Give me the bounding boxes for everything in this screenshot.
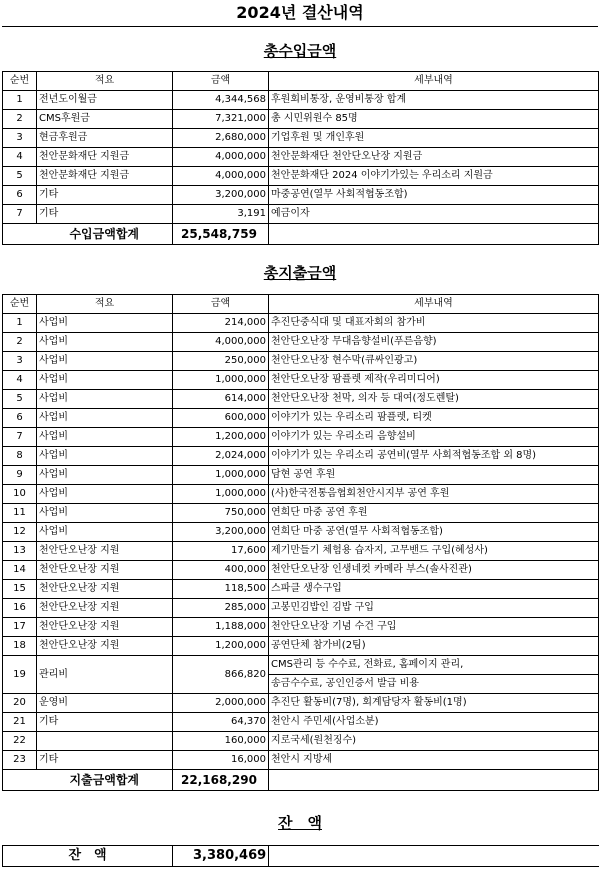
expense-row [3, 523, 599, 542]
income-row [3, 148, 599, 167]
col-header-amount: 금액 [173, 72, 269, 91]
row-item: 천안문화재단 지원금 [37, 167, 173, 186]
row-detail: 천안문화재단 2024 이야기가있는 우리소리 지원금 [269, 167, 599, 186]
row-amount: 7,321,000 [173, 110, 269, 129]
row-no: 20 [3, 694, 37, 713]
title-rule [2, 26, 598, 27]
col-header-detail: 세부내역 [269, 295, 599, 314]
expense-total-empty [269, 770, 599, 791]
row-item: 천안문화재단 지원금 [37, 148, 173, 167]
row-detail: 후원회비통장, 운영비통장 합계 [269, 91, 599, 110]
row-amount: 400,000 [173, 561, 269, 580]
row-detail: 스파클 생수구입 [269, 580, 599, 599]
col-header-item: 적요 [37, 295, 173, 314]
row-detail: CMS관리 등 수수료, 전화료, 홈페이지 관리, [269, 656, 599, 675]
row-amount: 64,370 [173, 713, 269, 732]
row-no: 5 [3, 167, 37, 186]
row-amount: 4,000,000 [173, 167, 269, 186]
row-detail-line2: 송금수수료, 공인인증서 발급 비용 [269, 675, 599, 694]
income-row [3, 110, 599, 129]
row-amount: 866,820 [173, 656, 269, 694]
row-item: 사업비 [37, 390, 173, 409]
col-header-amount: 금액 [173, 295, 269, 314]
expense-row [3, 504, 599, 523]
expense-row [3, 599, 599, 618]
row-no: 19 [3, 656, 37, 694]
row-detail: 천안단오난장 인생네컷 카메라 부스(솔사진관) [269, 561, 599, 580]
row-detail: 고봉민김밥인 김밥 구입 [269, 599, 599, 618]
balance-empty [269, 846, 599, 867]
row-amount: 3,191 [173, 205, 269, 224]
row-item: 사업비 [37, 314, 173, 333]
expense-row [3, 542, 599, 561]
row-amount: 160,000 [173, 732, 269, 751]
row-no: 2 [3, 333, 37, 352]
expense-row [3, 751, 599, 770]
row-detail: 천안단오난장 천막, 의자 등 대여(정도렌탈) [269, 390, 599, 409]
income-row [3, 186, 599, 205]
col-header-no: 순번 [3, 72, 37, 91]
row-no: 10 [3, 485, 37, 504]
row-detail: 천안단오난장 무대음향설비(푸른음향) [269, 333, 599, 352]
row-no: 4 [3, 148, 37, 167]
expense-row [3, 390, 599, 409]
expense-table [2, 294, 599, 791]
row-item: 사업비 [37, 409, 173, 428]
row-amount: 1,000,000 [173, 485, 269, 504]
row-item: 천안단오난장 지원 [37, 561, 173, 580]
row-item: 천안단오난장 지원 [37, 637, 173, 656]
balance-value: 3,380,469 [173, 846, 269, 867]
row-no: 12 [3, 523, 37, 542]
row-no: 8 [3, 447, 37, 466]
row-detail: 천안단오난장 팜플렛 제작(우리미디어) [269, 371, 599, 390]
expense-row [3, 428, 599, 447]
expense-row [3, 694, 599, 713]
row-no: 7 [3, 205, 37, 224]
row-no: 4 [3, 371, 37, 390]
row-item: 사업비 [37, 447, 173, 466]
row-detail: 천안단오난장 기념 수건 구입 [269, 618, 599, 637]
balance-label: 잔 액 [3, 846, 173, 867]
row-item: 현금후원금 [37, 129, 173, 148]
row-item: 사업비 [37, 333, 173, 352]
expense-row [3, 618, 599, 637]
row-item: 사업비 [37, 352, 173, 371]
row-amount: 600,000 [173, 409, 269, 428]
row-detail: 제기만들기 체험용 습자지, 고무밴드 구입(혜성사) [269, 542, 599, 561]
row-item: 사업비 [37, 466, 173, 485]
income-header-row [3, 72, 599, 91]
row-no: 6 [3, 186, 37, 205]
row-amount: 1,188,000 [173, 618, 269, 637]
row-no: 5 [3, 390, 37, 409]
row-item: CMS후원금 [37, 110, 173, 129]
row-no: 1 [3, 91, 37, 110]
income-total-blank [3, 224, 37, 245]
expense-row [3, 371, 599, 390]
row-no: 14 [3, 561, 37, 580]
row-item: 기타 [37, 713, 173, 732]
row-amount: 2,000,000 [173, 694, 269, 713]
row-no: 2 [3, 110, 37, 129]
row-item: 사업비 [37, 485, 173, 504]
row-item: 운영비 [37, 694, 173, 713]
row-no: 15 [3, 580, 37, 599]
expense-row [3, 732, 599, 751]
expense-row [3, 637, 599, 656]
row-amount: 214,000 [173, 314, 269, 333]
balance-section-title: 잔 액 [278, 814, 322, 832]
row-amount: 3,200,000 [173, 186, 269, 205]
row-amount: 2,680,000 [173, 129, 269, 148]
row-detail: 연희단 마중 공연 후원 [269, 504, 599, 523]
expense-header-row [3, 295, 599, 314]
income-row [3, 129, 599, 148]
row-detail: 총 시민위원수 85명 [269, 110, 599, 129]
row-amount: 2,024,000 [173, 447, 269, 466]
row-amount: 1,000,000 [173, 371, 269, 390]
row-detail: 천안단오난장 현수막(큐싸인광고) [269, 352, 599, 371]
income-total-row [3, 224, 599, 245]
row-detail: 지로국세(원천징수) [269, 732, 599, 751]
row-detail: 공연단체 참가비(2팀) [269, 637, 599, 656]
expense-row [3, 580, 599, 599]
expense-row [3, 466, 599, 485]
row-detail: (사)한국전통음협회천안시지부 공연 후원 [269, 485, 599, 504]
row-amount: 1,000,000 [173, 466, 269, 485]
expense-row [3, 713, 599, 732]
row-amount: 17,600 [173, 542, 269, 561]
row-item: 기타 [37, 751, 173, 770]
expense-row [3, 656, 599, 675]
row-amount: 4,344,568 [173, 91, 269, 110]
row-item: 천안단오난장 지원 [37, 599, 173, 618]
row-no: 22 [3, 732, 37, 751]
income-total-value: 25,548,759 [173, 224, 269, 245]
income-row [3, 91, 599, 110]
row-detail: 이야기가 있는 우리소리 팜플렛, 티켓 [269, 409, 599, 428]
row-detail: 천안시 지방세 [269, 751, 599, 770]
row-amount: 16,000 [173, 751, 269, 770]
row-amount: 614,000 [173, 390, 269, 409]
row-detail: 추진단중식대 및 대표자회의 참가비 [269, 314, 599, 333]
income-row [3, 167, 599, 186]
income-total-label: 수입금액합계 [37, 224, 173, 245]
row-no: 3 [3, 352, 37, 371]
balance-row [3, 846, 599, 867]
expense-total-label: 지출금액합계 [37, 770, 173, 791]
row-item: 기타 [37, 205, 173, 224]
row-amount: 750,000 [173, 504, 269, 523]
row-item [37, 732, 173, 751]
row-detail: 천안문화재단 천안단오난장 지원금 [269, 148, 599, 167]
row-no: 7 [3, 428, 37, 447]
row-amount: 118,500 [173, 580, 269, 599]
row-no: 1 [3, 314, 37, 333]
expense-row [3, 409, 599, 428]
expense-row [3, 485, 599, 504]
row-item: 사업비 [37, 371, 173, 390]
row-item: 사업비 [37, 523, 173, 542]
row-item: 기타 [37, 186, 173, 205]
row-no: 21 [3, 713, 37, 732]
income-total-empty [269, 224, 599, 245]
row-no: 6 [3, 409, 37, 428]
row-item: 전년도이월금 [37, 91, 173, 110]
row-amount: 285,000 [173, 599, 269, 618]
row-detail: 기업후원 및 개인후원 [269, 129, 599, 148]
row-item: 천안단오난장 지원 [37, 618, 173, 637]
row-amount: 1,200,000 [173, 428, 269, 447]
expense-row [3, 314, 599, 333]
row-no: 11 [3, 504, 37, 523]
balance-table [2, 845, 599, 867]
row-item: 사업비 [37, 504, 173, 523]
expense-section-title: 총지출금액 [263, 264, 337, 282]
row-amount: 3,200,000 [173, 523, 269, 542]
row-amount: 4,000,000 [173, 148, 269, 167]
expense-total-row [3, 770, 599, 791]
row-detail: 예금이자 [269, 205, 599, 224]
expense-row [3, 447, 599, 466]
expense-total-value: 22,168,290 [173, 770, 269, 791]
expense-row [3, 333, 599, 352]
income-section-title: 총수입금액 [263, 42, 337, 60]
row-detail: 이야기가 있는 우리소리 공연비(열무 사회적협동조합 외 8명) [269, 447, 599, 466]
row-no: 9 [3, 466, 37, 485]
row-detail: 담현 공연 후원 [269, 466, 599, 485]
row-amount: 4,000,000 [173, 333, 269, 352]
row-no: 17 [3, 618, 37, 637]
col-header-item: 적요 [37, 72, 173, 91]
expense-row [3, 352, 599, 371]
col-header-detail: 세부내역 [269, 72, 599, 91]
row-detail: 연희단 마중 공연(열무 사회적협동조합) [269, 523, 599, 542]
expense-row [3, 561, 599, 580]
row-no: 3 [3, 129, 37, 148]
income-table [2, 71, 599, 245]
row-no: 13 [3, 542, 37, 561]
document-title: 2024년 결산내역 [236, 3, 364, 22]
row-item: 관리비 [37, 656, 173, 694]
row-detail: 천안시 주민세(사업소분) [269, 713, 599, 732]
col-header-no: 순번 [3, 295, 37, 314]
row-detail: 마중공연(열무 사회적협동조합) [269, 186, 599, 205]
row-no: 16 [3, 599, 37, 618]
row-no: 18 [3, 637, 37, 656]
row-amount: 250,000 [173, 352, 269, 371]
row-item: 천안단오난장 지원 [37, 542, 173, 561]
expense-total-blank [3, 770, 37, 791]
row-amount: 1,200,000 [173, 637, 269, 656]
row-detail: 이야기가 있는 우리소리 음향설비 [269, 428, 599, 447]
row-item: 사업비 [37, 428, 173, 447]
row-item: 천안단오난장 지원 [37, 580, 173, 599]
row-no: 23 [3, 751, 37, 770]
income-row [3, 205, 599, 224]
row-detail: 추진단 활동비(7명), 회계담당자 활동비(1명) [269, 694, 599, 713]
